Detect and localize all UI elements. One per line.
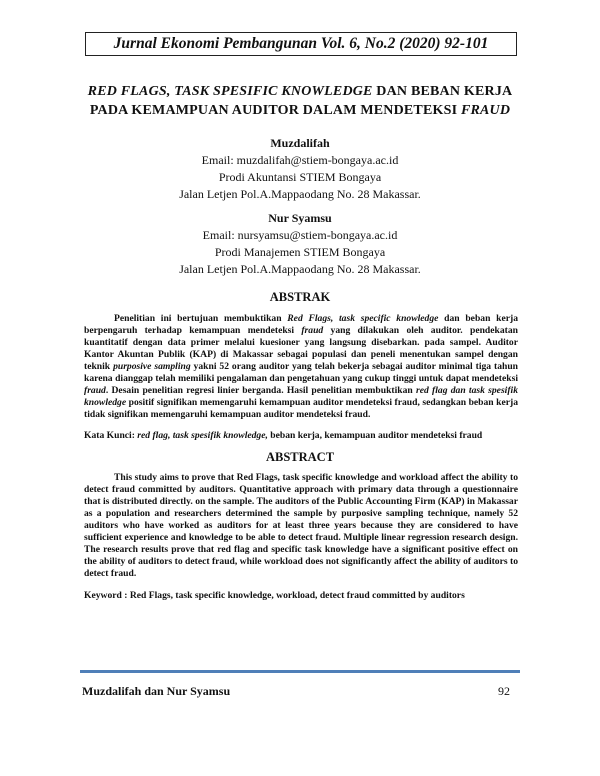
abstrak-italic: fraud xyxy=(84,385,106,396)
abstrak-italic: red flag dan task spesifik knowledge xyxy=(84,385,518,408)
abstract-body xyxy=(84,472,518,580)
author-email: Email: muzdalifah@stiem-bongaya.ac.id xyxy=(201,153,399,167)
author-1-block xyxy=(0,135,600,203)
abstrak-text: . Desain penelitian regresi linier berganda. Hasil penelitian membuktikan xyxy=(105,385,416,396)
abstrak-heading: ABSTRAK xyxy=(269,290,331,304)
kata-kunci-italic: red flag, task spesifik knowledge, xyxy=(134,430,268,441)
keyword xyxy=(84,590,524,602)
kata-kunci-label: Kata Kunci: xyxy=(84,430,135,441)
page-number: 92 xyxy=(498,684,510,698)
kata-kunci xyxy=(84,430,524,442)
journal-header-text: Jurnal Ekonomi Pembangunan Vol. 6, No.2 (2020) 92-101 xyxy=(113,35,489,52)
abstrak-italic: Red Flags, task specific knowledge xyxy=(287,313,439,324)
author-email: Email: nursyamsu@stiem-bongaya.ac.id xyxy=(202,228,398,242)
author-affiliation: Prodi Akuntansi STIEM Bongaya xyxy=(218,170,382,184)
title-line2-main: PADA KEMAMPUAN AUDITOR DALAM MENDETEKSI xyxy=(89,103,461,118)
author-name: Muzdalifah xyxy=(270,136,330,150)
keyword-label: Keyword : xyxy=(84,590,128,601)
abstrak-text: yakni 52 orang auditor yang telah bekerja sebagai auditor minimal tiga tahun karena dianggap telah memiliki pengalaman dan pengetahuan yang cukup tinggi untuk dapat mendeteksi xyxy=(84,361,519,384)
paper-title xyxy=(60,82,540,120)
footer-rule xyxy=(80,670,520,673)
abstract-heading: ABSTRACT xyxy=(265,450,335,464)
title-line2-italic: FRAUD xyxy=(460,103,511,118)
abstrak-text: positif signifikan memengaruhi kemampuan auditor mendeteksi fraud, sedangkan beban kerja tidak signifikan memengaruhi kemampuan auditor mendeteksi fraud. xyxy=(84,397,518,420)
footer-authors: Muzdalifah dan Nur Syamsu xyxy=(82,684,231,698)
author-address: Jalan Letjen Pol.A.Mappaodang No. 28 Makassar. xyxy=(179,262,421,276)
title-line1-italic: RED FLAGS, TASK SPESIFIC KNOWLEDGE xyxy=(87,84,373,99)
abstrak-italic: fraud xyxy=(301,325,324,336)
title-line1-rest: DAN BEBAN KERJA xyxy=(372,84,513,99)
author-2-block xyxy=(0,210,600,278)
author-name: Nur Syamsu xyxy=(268,211,332,225)
author-address: Jalan Letjen Pol.A.Mappaodang No. 28 Makassar. xyxy=(179,187,421,201)
abstrak-body xyxy=(84,313,518,421)
abstract-text: This study aims to prove that Red Flags, task specific knowledge and workload affect the ability to detect fraud committed by auditors. Quantitative approach with primary data through a questionnaire that is distributed directly. on the sample. The auditors of the Public Accounting Firm (KAP) in Makassar as a population and researchers determined the sample by purposive sampling technique, namely 52 auditors who have worked as auditors for at least three years because they are considered to have sufficient experience and knowledge to be able to detect fraud. Multiple linear regression research design. The research results prove that red flag and specific task knowledge have a significant positive effect on the ability of auditors to detect fraud, while workload does not significantly affect the ability of auditors to detect fraud. xyxy=(84,472,518,579)
abstrak-text: Penelitian ini bertujuan membuktikan xyxy=(114,313,288,324)
abstrak-text: yang dilakukan oleh auditor. pendekatan kuantitatif dengan data primer melalui kuesioner yang langsung disebarkan. pada sampel. Auditor Kantor Akuntan Publik (KAP) di Makassar sebagai populasi dan peneli menentukan sampel dengan teknik xyxy=(84,325,518,372)
journal-header xyxy=(85,32,517,56)
kata-kunci-rest: beban kerja, kemampuan auditor mendeteksi fraud xyxy=(267,430,483,441)
author-affiliation: Prodi Manajemen STIEM Bongaya xyxy=(214,245,386,259)
abstrak-italic: purposive sampling xyxy=(113,361,191,372)
keyword-text: Red Flags, task specific knowledge, workload, detect fraud committed by auditors xyxy=(127,590,465,601)
abstrak-text: dan beban kerja berpengaruh terhadap kemampuan mendeteksi xyxy=(84,313,518,336)
